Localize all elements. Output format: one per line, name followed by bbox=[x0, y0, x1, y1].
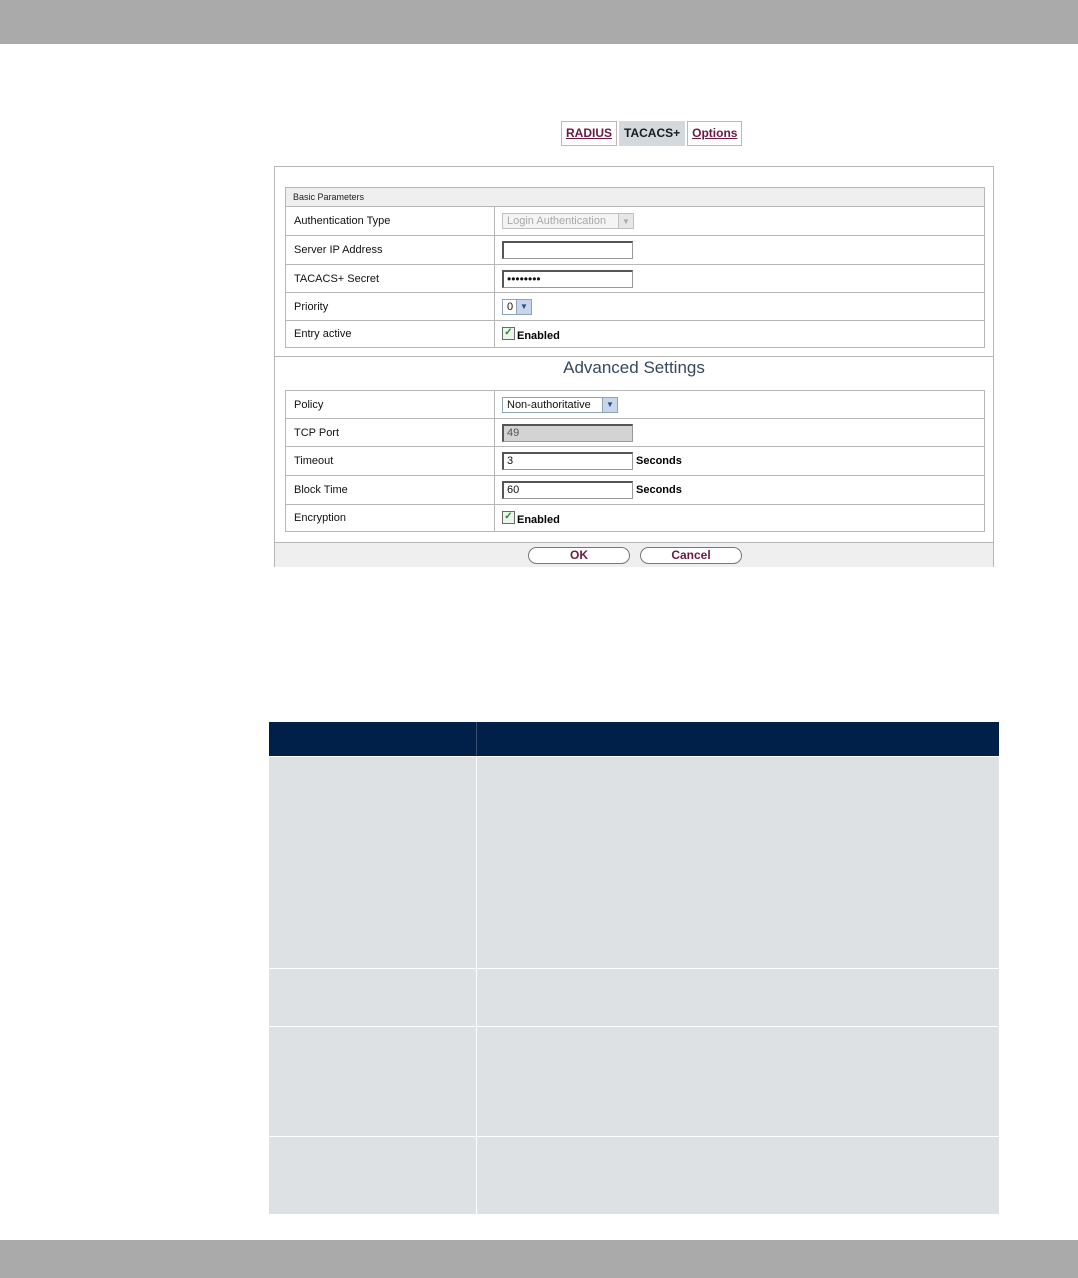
basic-parameters-section bbox=[285, 187, 985, 348]
tcp-port-input: 49 bbox=[502, 424, 633, 442]
row-authentication-type bbox=[286, 207, 984, 236]
block-time-unit: Seconds bbox=[636, 484, 682, 496]
row-entry-active bbox=[286, 321, 984, 347]
tab-tacacs[interactable]: TACACS+ bbox=[619, 121, 685, 146]
encryption-checkbox[interactable] bbox=[502, 511, 560, 526]
field-label: Server IP Address bbox=[286, 236, 495, 264]
tacacs-secret-input[interactable]: •••••••• bbox=[502, 270, 633, 288]
checkbox-label: Enabled bbox=[517, 513, 560, 526]
field-label: Entry active bbox=[286, 321, 495, 347]
table-row bbox=[269, 756, 999, 968]
divider bbox=[275, 356, 993, 357]
advanced-settings-section bbox=[285, 390, 985, 532]
row-tacacs-secret bbox=[286, 265, 984, 293]
field-label: Authentication Type bbox=[286, 207, 495, 235]
row-priority bbox=[286, 293, 984, 321]
table-cell bbox=[477, 969, 999, 1026]
timeout-input[interactable]: 3 bbox=[502, 452, 633, 470]
row-encryption bbox=[286, 505, 984, 531]
policy-select[interactable]: Non-authoritative ▼ bbox=[502, 397, 618, 413]
ok-button[interactable]: OK bbox=[528, 547, 630, 564]
field-label: Policy bbox=[286, 391, 495, 418]
chevron-down-icon: ▼ bbox=[516, 300, 531, 314]
priority-select[interactable]: 0 ▼ bbox=[502, 299, 532, 315]
field-label: TCP Port bbox=[286, 419, 495, 446]
checkmark-icon: ✓ bbox=[502, 327, 515, 340]
table-cell bbox=[269, 757, 477, 968]
chevron-down-icon: ▼ bbox=[618, 214, 633, 228]
row-policy bbox=[286, 391, 984, 419]
table-cell bbox=[269, 1027, 477, 1136]
field-label: TACACS+ Secret bbox=[286, 265, 495, 292]
table-cell bbox=[269, 1137, 477, 1214]
server-ip-input[interactable] bbox=[502, 241, 633, 259]
row-timeout bbox=[286, 447, 984, 476]
row-block-time bbox=[286, 476, 984, 505]
top-bar bbox=[0, 0, 1078, 44]
table-row bbox=[269, 1026, 999, 1136]
field-label: Timeout bbox=[286, 447, 495, 475]
cancel-button[interactable]: Cancel bbox=[640, 547, 742, 564]
block-time-input[interactable]: 60 bbox=[502, 481, 633, 499]
table-header bbox=[269, 722, 999, 756]
tab-bar bbox=[561, 121, 744, 146]
entry-active-checkbox[interactable] bbox=[502, 327, 560, 342]
button-bar bbox=[275, 542, 993, 567]
header-cell bbox=[269, 722, 477, 756]
row-tcp-port bbox=[286, 419, 984, 447]
tab-options[interactable]: Options bbox=[687, 121, 742, 146]
field-label: Priority bbox=[286, 293, 495, 320]
advanced-settings-title: Advanced Settings bbox=[563, 358, 705, 377]
table-cell bbox=[477, 757, 999, 968]
table-cell bbox=[477, 1027, 999, 1136]
checkmark-icon: ✓ bbox=[502, 511, 515, 524]
checkbox-label: Enabled bbox=[517, 329, 560, 342]
timeout-unit: Seconds bbox=[636, 455, 682, 467]
field-label: Encryption bbox=[286, 505, 495, 531]
authentication-type-select: Login Authentication ▼ bbox=[502, 213, 634, 229]
table-row bbox=[269, 968, 999, 1026]
settings-panel bbox=[274, 166, 994, 567]
table-row bbox=[269, 1136, 999, 1214]
description-table bbox=[269, 722, 999, 1214]
table-cell bbox=[477, 1137, 999, 1214]
section-heading: Basic Parameters bbox=[286, 188, 984, 207]
table-cell bbox=[269, 969, 477, 1026]
bottom-bar bbox=[0, 1240, 1078, 1278]
tab-radius[interactable]: RADIUS bbox=[561, 121, 617, 146]
row-server-ip bbox=[286, 236, 984, 265]
field-label: Block Time bbox=[286, 476, 495, 504]
chevron-down-icon: ▼ bbox=[602, 398, 617, 412]
